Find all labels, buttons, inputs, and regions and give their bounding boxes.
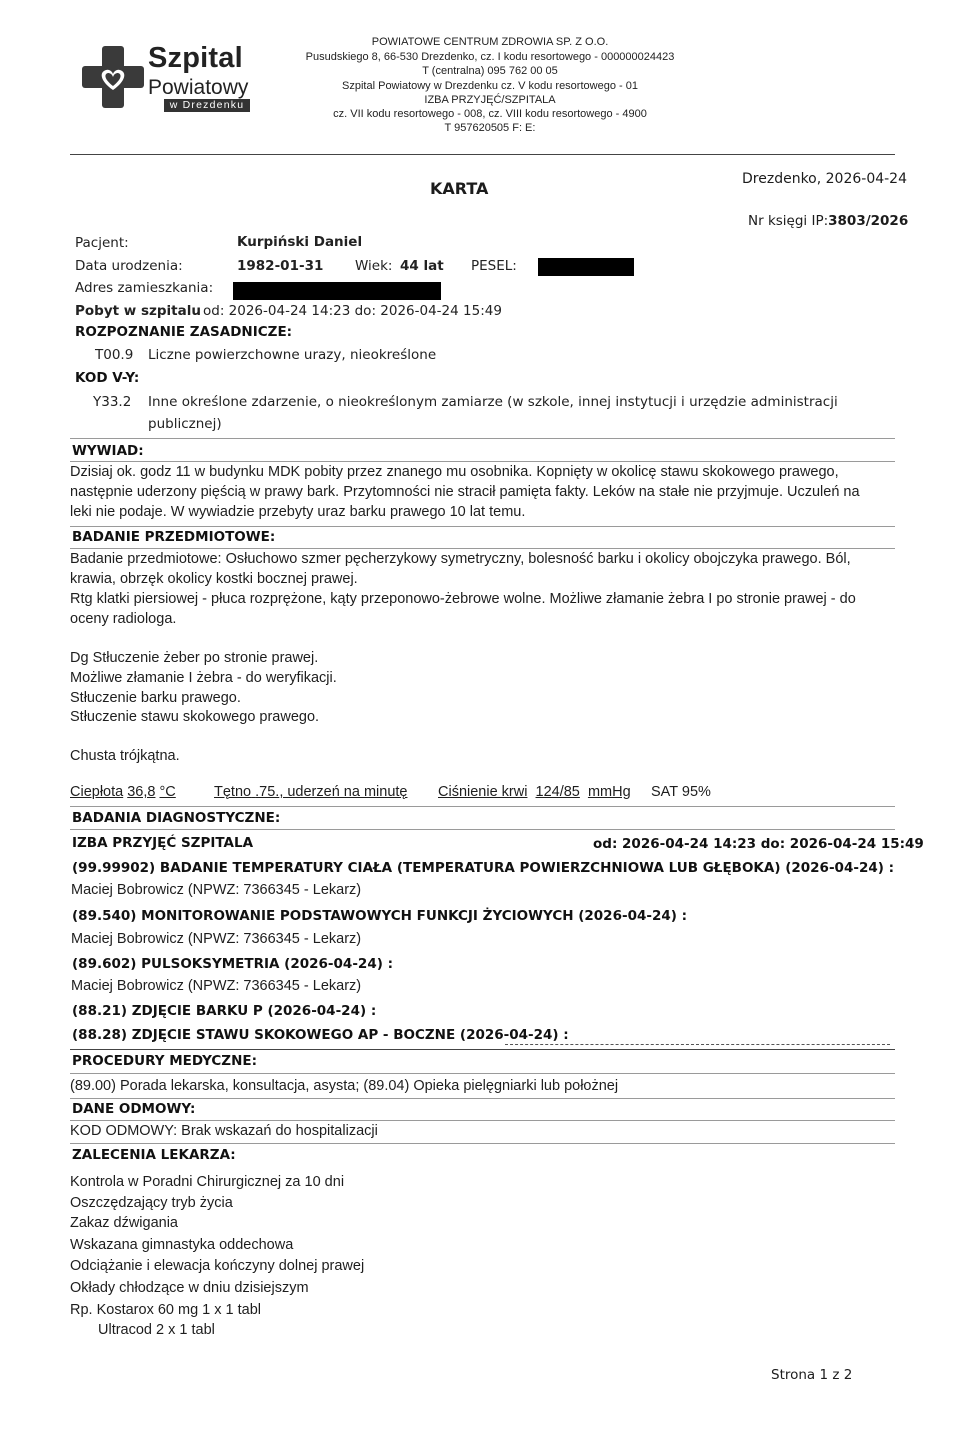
interview-heading: WYWIAD: <box>72 443 144 459</box>
header-line-5: IZBA PRZYJĘĆ/SZPITALA <box>424 94 556 106</box>
book-number-value: 3803/2026 <box>828 213 909 229</box>
diagnostic-item-1-doctor: Maciej Bobrowicz (NPWZ: 7366345 - Lekarz) <box>71 882 362 898</box>
divider-interview-under <box>70 461 895 462</box>
recommendation-1: Kontrola w Poradni Chirurgicznej za 10 dni <box>70 1174 345 1190</box>
dg-line-1: Dg Stłuczenie żeber po stronie prawej. <box>70 650 319 666</box>
dob-label: Data urodzenia: <box>75 258 183 274</box>
diagnostics-heading: BADANIA DIAGNOSTYCZNE: <box>72 810 281 826</box>
header-line-3: T (centralna) 095 762 00 05 <box>422 65 558 77</box>
divider-exam <box>70 526 895 527</box>
exam-line-3: Rtg klatki piersiowej - płuca rozprężone, kąty przeponowo-żebrowe wolne. Możliwe złamanie żebra I po stronie prawej - do <box>70 591 856 607</box>
header-line-1: POWIATOWE CENTRUM ZDROWIA SP. Z O.O. <box>371 36 609 48</box>
dg-line-4: Stłuczenie stawu skokowego prawego. <box>70 709 320 725</box>
header-line-4: Szpital Powiatowy w Drezdenku cz. V kodu resortowego - 01 <box>342 80 638 92</box>
divider-diagnostics-under <box>70 829 895 830</box>
diagnostic-item-3-title: (89.602) PULSOKSYMETRIA (2026-04-24) : <box>72 956 393 972</box>
recommendation-4: Wskazana gimnastyka oddechowa <box>70 1237 294 1253</box>
header-divider <box>70 154 895 155</box>
logo-text-powiatowy: Powiatowy <box>148 76 249 99</box>
recommendations-heading: ZALECENIA LEKARZA: <box>72 1147 236 1163</box>
stay-label: Pobyt w szpitalu <box>75 303 201 319</box>
pulse-value: .75. <box>255 784 280 800</box>
temp-label: Ciepłota <box>70 784 124 800</box>
logo-text-location: w Drezdenku <box>164 99 250 112</box>
vitals-pulse <box>214 784 407 800</box>
procedures-heading: PROCEDURY MEDYCZNE: <box>72 1053 257 1069</box>
hospital-logo <box>80 42 250 112</box>
pulse-unit: , uderzeń na minutę <box>279 784 408 800</box>
exam-line-4: oceny radiologa. <box>70 611 177 627</box>
vitals-blood-pressure <box>438 784 631 800</box>
vitals-temperature <box>70 784 176 800</box>
divider-procedures-under <box>70 1073 895 1074</box>
exam-line-2: krawia, obrzęk okolicy kostki bocznej prawej. <box>70 571 358 587</box>
pulse-label: Tętno <box>214 784 252 800</box>
divider-interview <box>70 438 895 439</box>
divider-recommendations <box>70 1143 895 1144</box>
recommendation-2: Oszczędzający tryb życia <box>70 1195 233 1211</box>
address-label: Adres zamieszkania: <box>75 280 214 296</box>
diagnostic-item-4-title: (88.21) ZDJĘCIE BARKU P (2026-04-24) : <box>72 1003 377 1019</box>
divider-procedures <box>70 1049 895 1050</box>
recommendation-5: Odciążanie i elewacja kończyny dolnej prawej <box>70 1258 365 1274</box>
diagnosis-text: Liczne powierzchowne urazy, nieokreślone <box>148 347 437 363</box>
diagnostic-item-3-doctor: Maciej Bobrowicz (NPWZ: 7366345 - Lekarz) <box>71 978 362 994</box>
vy-text-line-2: publicznej) <box>148 416 222 432</box>
interview-line-2: następnie uderzony pięścią w prawy bark. Przytomności nie stracił pamięta fakty. Leków na stałe nie przyjmuje. Uczuleń na <box>70 484 860 500</box>
age-label: Wiek: <box>355 258 393 274</box>
bp-value: 124/85 <box>535 784 580 800</box>
recommendation-3: Zakaz dźwigania <box>70 1215 178 1231</box>
page-number: Strona 1 z 2 <box>771 1367 853 1383</box>
bp-unit: mmHg <box>587 784 631 800</box>
book-number-label: Nr księgi IP: <box>748 213 829 229</box>
place-date: Drezdenko, 2026-04-24 <box>742 171 907 187</box>
divider-diagnostics <box>70 806 895 807</box>
logo-cross-heart-icon <box>80 42 146 112</box>
sling-note: Chusta trójkątna. <box>70 748 180 764</box>
divider-refusal-under <box>70 1120 895 1121</box>
recommendation-8: Ultracod 2 x 1 tabl <box>98 1322 215 1338</box>
diagnostic-item-1-title: (99.99902) BADANIE TEMPERATURY CIAŁA (TEMPERATURA POWIERZCHNIOWA LUB GŁĘBOKA) (2026-04-24) : <box>72 860 894 876</box>
book-number <box>748 213 908 229</box>
vy-code: Y33.2 <box>93 394 132 410</box>
vy-heading: KOD V-Y: <box>75 370 140 386</box>
header-line-7: T 957620505 F: E: <box>444 122 536 134</box>
procedures-text: (89.00) Porada lekarska, konsultacja, asysta; (89.04) Opieka pielęgniarki lub położnej <box>70 1078 619 1094</box>
vitals-sat: SAT 95% <box>651 784 711 800</box>
dob-value: 1982-01-31 <box>237 258 324 274</box>
recommendation-7: Rp. Kostarox 60 mg 1 x 1 tabl <box>70 1302 262 1318</box>
divider-dashed <box>505 1044 890 1045</box>
temp-value: 36,8 <box>127 784 156 800</box>
stay-dates: od: 2026-04-24 14:23 do: 2026-04-24 15:49 <box>203 303 502 319</box>
age-value: 44 lat <box>400 258 444 274</box>
header-line-6: cz. VII kodu resortowego - 008, cz. VIII kodu resortowego - 4900 <box>333 108 647 120</box>
diagnostic-item-2-title: (89.540) MONITOROWANIE PODSTAWOWYCH FUNKCJI ŻYCIOWYCH (2026-04-24) : <box>72 908 688 924</box>
divider-refusal <box>70 1098 895 1099</box>
interview-line-3: leki nie podaje. W wywiadzie przebyty uraz barku prawego 10 lat temu. <box>70 504 526 520</box>
refusal-text: KOD ODMOWY: Brak wskazań do hospitalizacji <box>70 1123 378 1139</box>
document-title: KARTA <box>430 179 489 198</box>
exam-line-1: Badanie przedmiotowe: Osłuchowo szmer pęcherzykowy symetryczny, bolesność barku i okolicy obojczyka prawego. Ból, <box>70 551 851 567</box>
pesel-label: PESEL: <box>471 258 517 274</box>
logo-text-szpital: Szpital <box>148 42 243 74</box>
refusal-heading: DANE ODMOWY: <box>72 1101 196 1117</box>
header-line-2: Pusudskiego 8, 66-530 Drezdenko, cz. I kodu resortowego - 000000024423 <box>305 51 675 63</box>
diagnostics-unit-dates: od: 2026-04-24 14:23 do: 2026-04-24 15:49 <box>593 836 924 852</box>
diagnostic-item-2-doctor: Maciej Bobrowicz (NPWZ: 7366345 - Lekarz) <box>71 931 362 947</box>
exam-heading: BADANIE PRZEDMIOTOWE: <box>72 529 276 545</box>
dg-line-3: Stłuczenie barku prawego. <box>70 690 241 706</box>
pesel-redaction <box>538 258 634 276</box>
vy-text-line-1: Inne określone zdarzenie, o nieokreślonym zamiarze (w szkole, innej instytucji i urzędzie administracji <box>148 394 838 410</box>
dg-line-2: Możliwe złamanie I żebra - do weryfikacji. <box>70 670 337 686</box>
temp-unit: °C <box>159 784 176 800</box>
patient-name-label: Pacjent: <box>75 235 129 251</box>
address-redaction <box>233 282 441 300</box>
interview-line-1: Dzisiaj ok. godz 11 w budynku MDK pobity przez znanego mu osobnika. Kopnięty w okolicę stawu skokowego prawego, <box>70 464 839 480</box>
divider-exam-under <box>70 548 895 549</box>
diagnosis-code: T00.9 <box>95 347 134 363</box>
bp-label: Ciśnienie krwi <box>438 784 528 800</box>
diagnostics-unit: IZBA PRZYJĘĆ SZPITALA <box>72 835 254 851</box>
diagnostic-item-5-title: (88.28) ZDJĘCIE STAWU SKOKOWEGO AP - BOCZNE (2026-04-24) : <box>72 1027 569 1043</box>
diagnosis-heading: ROZPOZNANIE ZASADNICZE: <box>75 324 293 340</box>
recommendation-6: Okłady chłodzące w dniu dzisiejszym <box>70 1280 309 1296</box>
patient-name: Kurpiński Daniel <box>237 234 363 250</box>
